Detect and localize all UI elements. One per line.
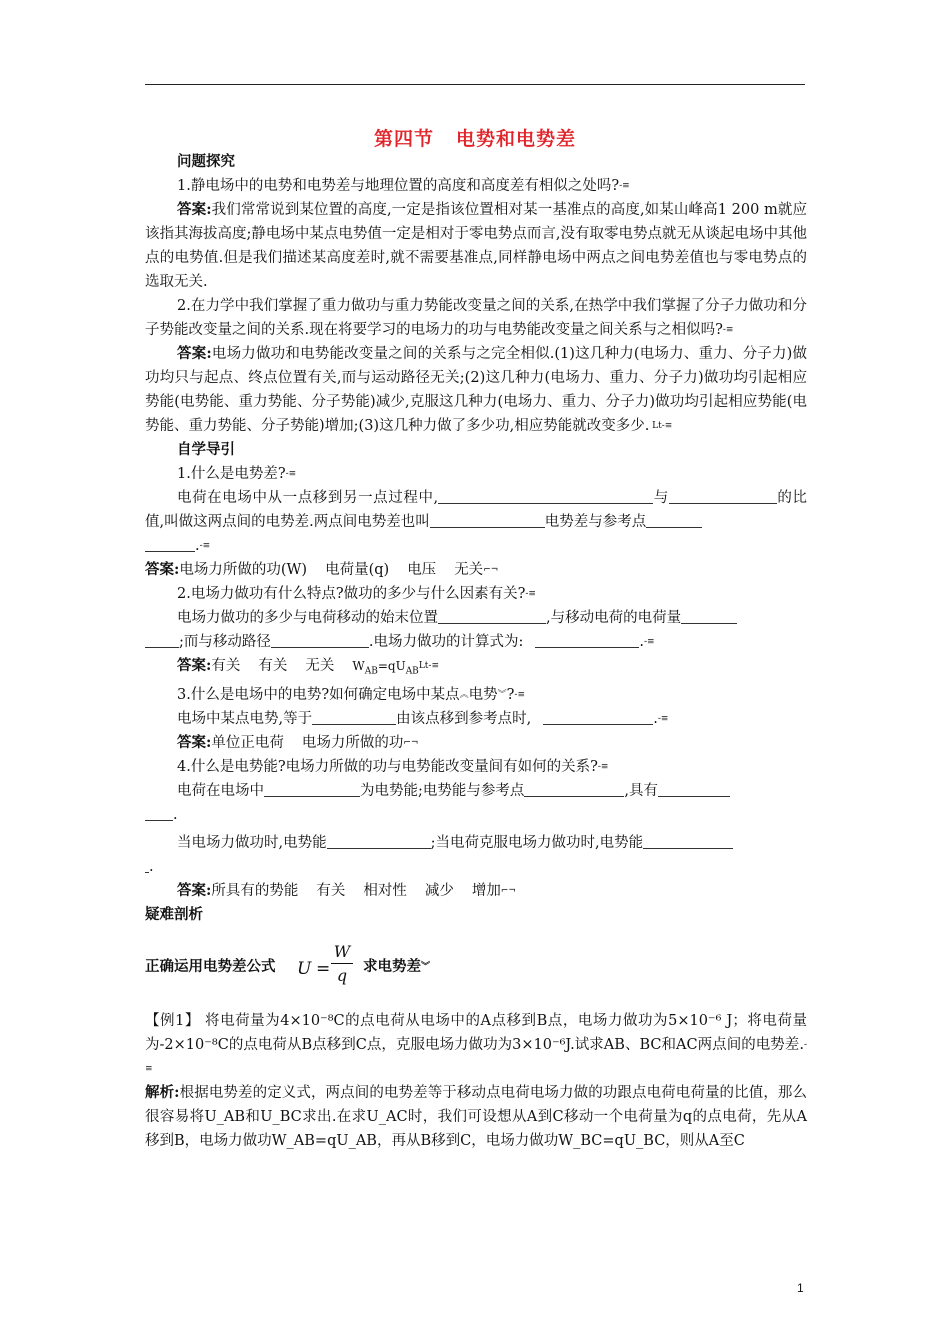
header-rule [145,84,805,85]
edit-mark-icon: -≡ [597,762,609,773]
section-heading-selfstudy: 自学导引 [177,441,235,458]
fill-blank-1: 电荷在电场中从一点移到另一点过程中, 与 的比值,叫做这两点间的电势差.两点间电势差也叫 电势差与参考点 .-≡ [145,490,808,554]
formula-heading: 正确运用电势差公式 U = $\frac{W}{q}$ 求电势差︾ [145,939,807,995]
edit-mark-icon: ︾ [497,690,507,701]
blank[interactable] [438,488,653,504]
edit-mark-icon: Lt-≡ [649,421,673,431]
title-section: 第四节 [373,128,434,150]
selfstudy-q4: 4.什么是电势能?电场力所做的功与电势能改变量间有如何的关系?-≡ [177,759,609,776]
edit-mark-icon: -≡ [525,589,536,599]
work-formula: $W_{AB}=qU_{AB}$ [352,659,419,677]
edit-mark-icon: -≡ [644,637,655,647]
blank[interactable] [669,488,769,504]
blank[interactable] [543,709,653,725]
selfstudy-q3: 3.什么是电场中的电势?如何确定电场中某点︽电势︾?-≡ [177,687,526,704]
fill-blank-4: 电荷在电场中 为电势能;电势能与参考点 ,具有 . [145,779,807,827]
blank[interactable] [535,632,639,648]
title-topic: 电势和电势差 [456,128,577,150]
question-2: 2.在力学中我们掌握了重力做功与重力势能改变量之间的关系,在热学中我们掌握了分子力做功和分子势能改变量之间的关系.现在将要学习的电场力的功与电势能改变量之间关系与之相似吗?-≡ [145,298,807,338]
selfstudy-a2: 答案:有关 有关 无关 $W_{AB}=qU_{AB}Lt-\equiv$ [177,657,439,677]
blank[interactable] [327,833,431,849]
blank[interactable] [643,833,733,849]
selfstudy-q1: 1.什么是电势差?-≡ [177,466,297,482]
blank[interactable] [681,608,737,624]
answer-1: 答案:我们常常说到某位置的高度,一定是指该位置相对某一基准点的高度,如某山峰高1 200 m就应该指其海拔高度;静电场中某点电势值一定是相对于零电势点而言,没有取零电势点就无从谈起电场中其他点的电势值.但是我们描述某高度差时,就不需要基准点,同样静电场中两点之间电势差值也与零电势点的选取无关. [145,201,807,290]
edit-mark-icon: -≡ [514,690,526,701]
selfstudy-q2: 2.电场力做功有什么特点?做功的多少与什么因素有关?-≡ [177,586,536,602]
fill-blank-2: 电场力做功的多少与电荷移动的始末位置 ,与移动电荷的电荷量 ;而与移动路径 .电场力做功的计算式为: .-≡ [145,606,807,654]
section-heading-analysis: 疑难剖析 [145,906,203,924]
blank[interactable] [271,632,369,648]
potential-difference-fraction: $\frac{W}{q}$ [331,941,353,988]
blank[interactable] [312,709,396,725]
edit-mark-icon: ⌐¬ [483,565,499,575]
question-1: 1.静电场中的电势和电势差与地理位置的高度和高度差有相似之处吗?-≡ [177,178,630,194]
blank[interactable] [438,608,546,624]
blank[interactable] [145,536,195,552]
blank[interactable] [658,781,730,797]
edit-mark-icon: -≡ [657,714,669,725]
blank[interactable] [430,512,545,528]
edit-mark-icon: ︽ [459,690,469,701]
fill-blank-3: 电场中某点电势,等于 由该点移到参考点时, .-≡ [177,711,669,728]
example-1: 【例1】 将电荷量为4×10⁻⁸C的点电荷从电场中的A点移到B点，电场力做功为5×10⁻⁶ J；将电荷量为-2×10⁻⁸C的点电荷从B点移到C点，克服电场力做功为3×10⁻⁶J.试求AB、BC和AC两点间的电势差.-≡ [145,1013,807,1075]
edit-mark-icon: -≡ [722,325,734,335]
solution-1: 解析:根据电势差的定义式，两点间的电势差等于移动点电荷电场力做的功跟点电荷电荷量的比值，那么很容易将U_AB和U_BC求出.在求U_AC时，我们可设想从A到C移动一个电荷量为q的点电荷，先从A移到B，电场力做功W_AB=qU_AB，再从B移到C，电场力做功W_BC=qU_BC，则从A至C [145,1084,807,1150]
blank[interactable] [524,781,624,797]
answer-2: 答案:电场力做功和电势能改变量之间的关系与之完全相似.(1)这几种力(电场力、重力、分子力)做功均只与起点、终点位置有关,而与运动路径无关;(2)这几种力(电场力、重力、分子力)做功均引起相应势能(电势能、重力势能、分子势能)减少,克服这几种力(电场力、重力、分子力)做功均引起相应势能(电势能、重力势能、分子势能)增加;(3)这几种力做了多少功,相应势能就改变多少. Lt-≡ [145,345,807,434]
page-number: 1 [797,1281,804,1295]
edit-mark-icon: -≡ [619,181,630,191]
blank[interactable] [646,512,702,528]
edit-mark-icon: -≡ [145,1040,807,1075]
page-title [0,124,950,151]
section-heading-inquiry: 问题探究 [177,153,235,170]
selfstudy-a4: 答案:所具有的势能 有关 相对性 减少 增加⌐¬ [177,882,516,900]
edit-mark-icon: ⌐¬ [403,738,419,749]
edit-mark-icon: ⌐¬ [500,886,516,897]
edit-mark-icon: -≡ [285,469,297,479]
fill-blank-5: 当电场力做功时,电势能 ;当电荷克服电场力做功时,电势能 . [145,831,807,879]
edit-mark-icon: ︾ [421,962,431,973]
edit-mark-icon: -≡ [199,541,211,551]
blank[interactable] [145,805,173,821]
blank[interactable] [769,488,777,504]
document-body [145,150,807,1153]
selfstudy-a1: 答案:电场力所做的功(W) 电荷量(q) 电压 无关⌐¬ [145,561,499,578]
edit-mark-icon: Lt-≡ [418,661,439,671]
selfstudy-a3: 答案:单位正电荷 电场力所做的功⌐¬ [177,734,419,752]
blank[interactable] [264,781,360,797]
blank[interactable] [145,632,179,648]
